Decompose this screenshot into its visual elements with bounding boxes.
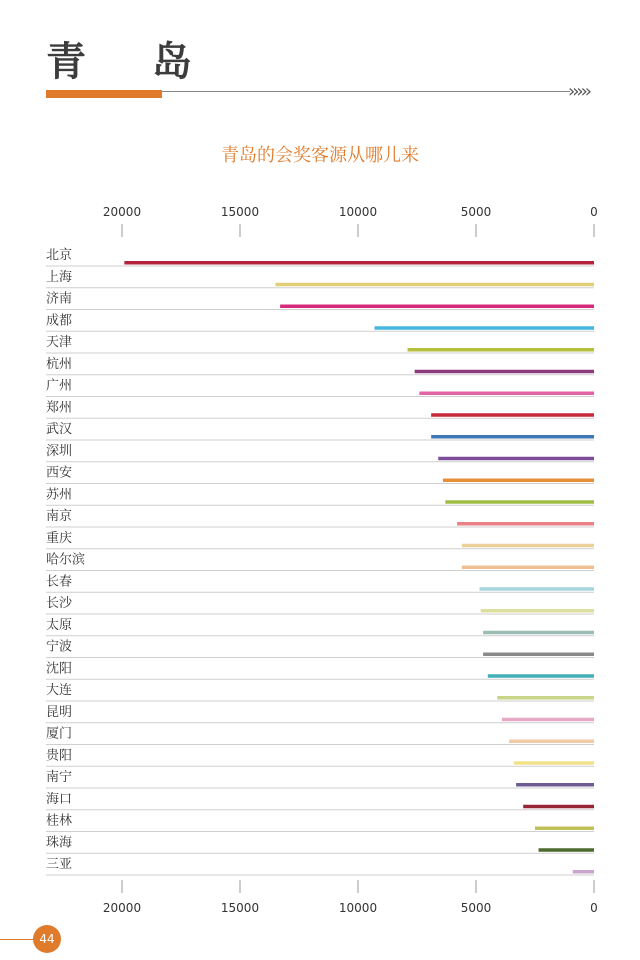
top-tick-label: 20000 — [102, 205, 142, 219]
category-label: 济南 — [46, 291, 73, 307]
category-label: 长沙 — [46, 596, 73, 611]
category-label: 武汉 — [46, 422, 73, 437]
bar-深圳 — [438, 457, 594, 461]
page-number-rule — [0, 939, 34, 940]
category-label: 宁波 — [46, 639, 73, 655]
category-label: 成都 — [46, 313, 73, 329]
bar-苏州 — [445, 500, 594, 504]
bar-南宁 — [516, 783, 594, 787]
category-label: 昆明 — [46, 704, 73, 720]
category-label: 南宁 — [46, 770, 73, 785]
bar-西安 — [443, 479, 594, 483]
bar-桂林 — [535, 827, 594, 831]
bar-上海 — [275, 283, 594, 287]
category-label: 深圳 — [46, 443, 73, 459]
category-label: 沈阳 — [46, 661, 73, 677]
page-title: 青 岛 — [46, 39, 218, 85]
category-label: 苏州 — [46, 487, 73, 503]
chart-title: 青岛的会奖客源从哪儿来 — [221, 145, 419, 166]
bar-珠海 — [539, 848, 594, 852]
category-label: 重庆 — [46, 530, 73, 546]
bar-昆明 — [502, 718, 594, 722]
bar-武汉 — [431, 435, 594, 439]
bottom-tick-label: 15000 — [220, 901, 260, 915]
category-label: 三亚 — [46, 857, 73, 872]
chevrons-icon: ››››› — [568, 81, 589, 102]
bar-宁波 — [483, 653, 594, 657]
category-label: 长春 — [46, 574, 73, 590]
bar-大连 — [497, 696, 594, 700]
bar-长春 — [480, 587, 594, 591]
category-label: 天津 — [46, 335, 73, 350]
category-label: 大连 — [46, 683, 73, 698]
bar-厦门 — [509, 740, 594, 744]
bar-济南 — [280, 305, 594, 309]
bottom-tick-label: 20000 — [102, 901, 142, 915]
category-label: 桂林 — [46, 813, 73, 829]
category-label: 太原 — [46, 617, 73, 633]
bar-北京 — [124, 261, 594, 265]
category-label: 郑州 — [46, 400, 73, 416]
category-label: 上海 — [46, 269, 73, 285]
category-label: 西安 — [46, 465, 73, 481]
top-tick-label: 0 — [590, 205, 598, 219]
bar-太原 — [483, 631, 594, 635]
bar-天津 — [408, 348, 594, 352]
top-tick-label: 5000 — [460, 205, 492, 219]
bar-三亚 — [573, 870, 594, 874]
bottom-tick-label: 10000 — [338, 901, 378, 915]
bar-杭州 — [415, 370, 594, 374]
bar-南京 — [457, 522, 594, 526]
category-label: 南京 — [46, 509, 73, 524]
bar-海口 — [523, 805, 594, 809]
bar-成都 — [375, 326, 594, 330]
bottom-tick-label: 5000 — [460, 901, 492, 915]
bottom-tick-label: 0 — [590, 901, 598, 915]
category-label: 珠海 — [46, 835, 73, 851]
category-label: 北京 — [46, 248, 73, 263]
category-label: 贵阳 — [46, 748, 73, 764]
top-tick-label: 10000 — [338, 205, 378, 219]
top-tick-label: 15000 — [220, 205, 260, 219]
bar-哈尔滨 — [462, 566, 594, 570]
bar-贵阳 — [514, 761, 594, 765]
category-label: 杭州 — [46, 356, 73, 372]
bar-广州 — [419, 392, 594, 396]
category-label: 厦门 — [46, 726, 73, 742]
bar-重庆 — [462, 544, 594, 548]
page-number-badge: 44 — [33, 925, 61, 953]
bar-郑州 — [431, 413, 594, 417]
category-label: 广州 — [46, 378, 73, 394]
category-label: 海口 — [46, 791, 73, 807]
bar-长沙 — [481, 609, 594, 613]
bar-沈阳 — [488, 674, 594, 678]
category-label: 哈尔滨 — [46, 552, 86, 568]
